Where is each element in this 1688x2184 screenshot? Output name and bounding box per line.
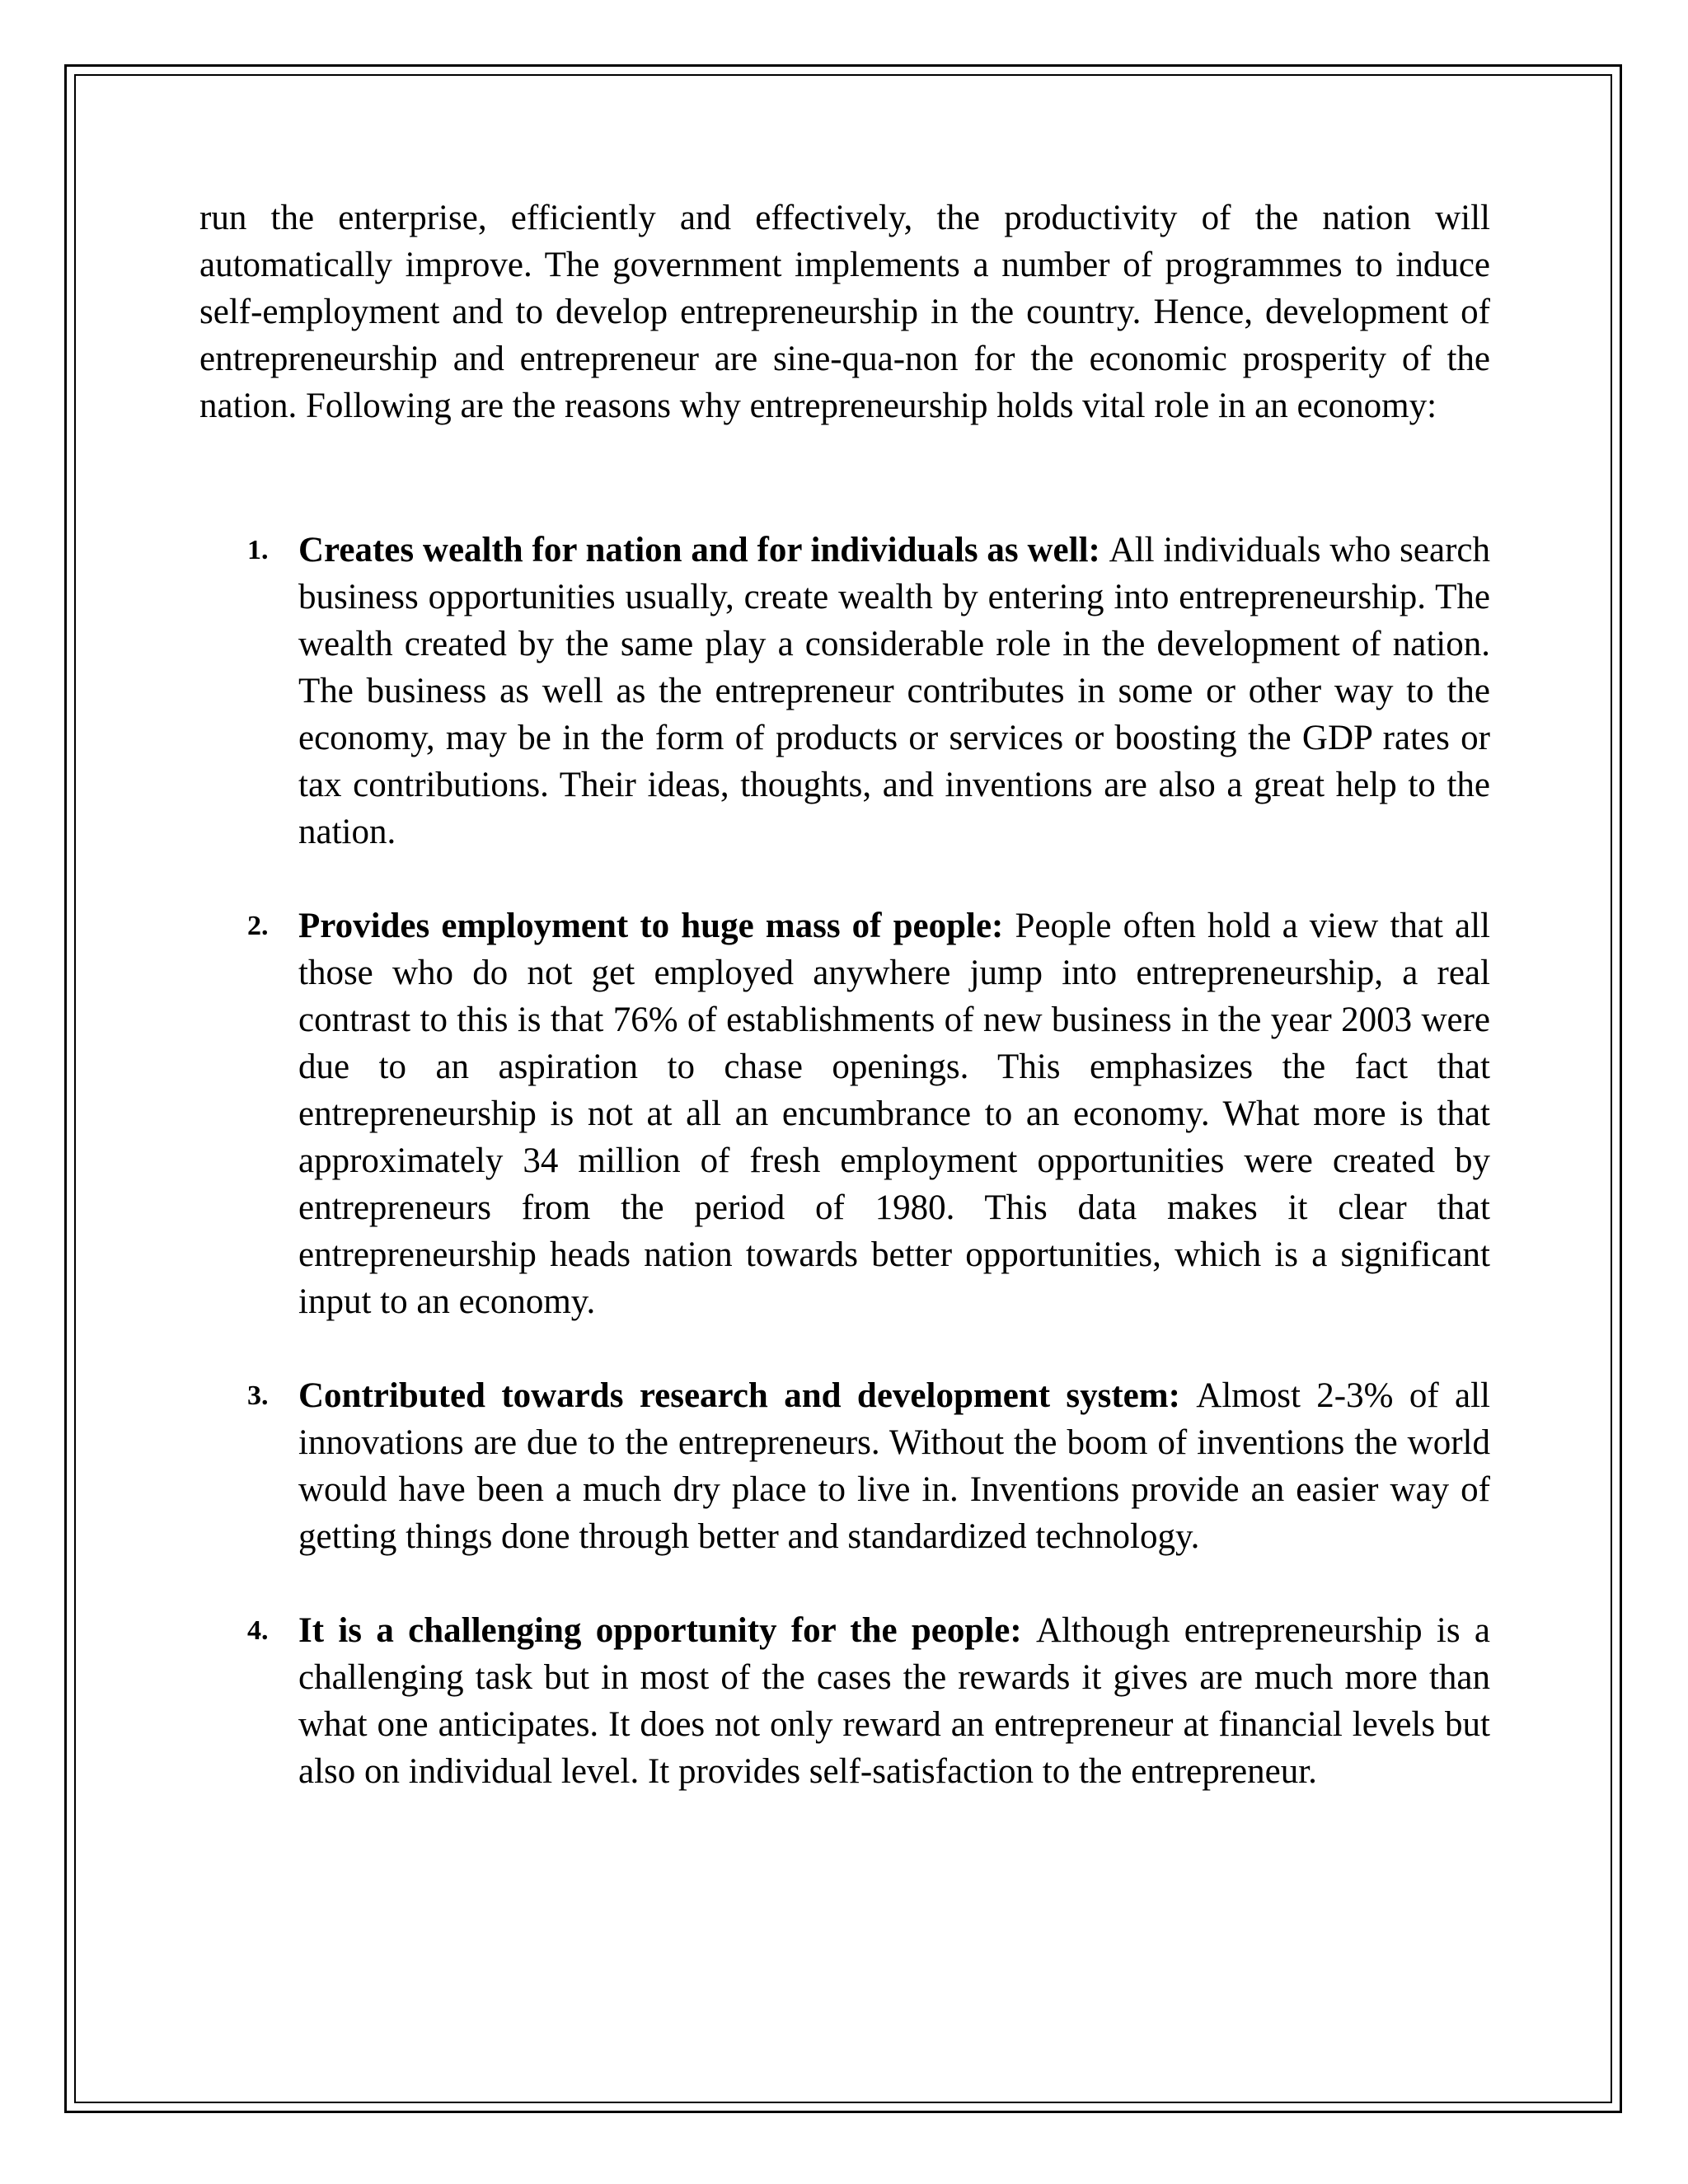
list-item: [199, 1607, 1490, 1795]
list-item-number: 3.: [247, 1380, 269, 1411]
list-item-number: 4.: [247, 1615, 269, 1646]
list-item-number: 1.: [247, 535, 269, 565]
list-item-heading: Provides employment to huge mass of people:: [298, 907, 1015, 945]
list-item-heading: Creates wealth for nation and for individuals as well:: [298, 531, 1109, 569]
document-content: [199, 194, 1490, 1842]
list-item: [199, 527, 1490, 855]
list-item-heading: Contributed towards research and development system:: [298, 1376, 1197, 1415]
list-item-body: Almost 2-3% of all innovations are due to the entrepreneurs. Without the boom of inventions the world would have been a much dry place to live in. Inventions provide an easier way of getting things done through better and standardized technology.: [298, 1376, 1490, 1556]
reasons-list: [199, 527, 1490, 1795]
list-item: [199, 1372, 1490, 1560]
list-item-number: 2.: [247, 911, 269, 941]
list-item-body: All individuals who search business opportunities usually, create wealth by entering into entrepreneurship. The wealth created by the same play a considerable role in the development of nation. The business as well as the entrepreneur contributes in some or other way to the economy, may be in the form of products or services or boosting the GDP rates or tax contributions. Their ideas, thoughts, and inventions are also a great help to the nation.: [298, 531, 1490, 851]
list-item: [199, 902, 1490, 1325]
list-item-body: People often hold a view that all those who do not get employed anywhere jump into entrepreneurship, a real contrast to this is that 76% of establishments of new business in the year 2003 were due to an aspiration to chase openings. This emphasizes the fact that entrepreneurship is not at all an encumbrance to an economy. What more is that approximately 34 million of fresh employment opportunities were created by entrepreneurs from the period of 1980. This data makes it clear that entrepreneurship heads nation towards better opportunities, which is a significant input to an economy.: [298, 907, 1490, 1321]
intro-paragraph: run the enterprise, efficiently and effectively, the productivity of the nation will automatically improve. The government implements a number of programmes to induce self-employment and to develop entrepreneurship in the country. Hence, development of entrepreneurship and entrepreneur are sine-qua-non for the economic prosperity of the nation. Following are the reasons why entrepreneurship holds vital role in an economy:: [199, 199, 1490, 425]
list-item-body: Although entrepreneurship is a challenging task but in most of the cases the rewards it gives are much more than what one anticipates. It does not only reward an entrepreneur at financial levels but also on individual level. It provides self-satisfaction to the entrepreneur.: [298, 1611, 1491, 1791]
list-item-heading: It is a challenging opportunity for the people:: [298, 1611, 1036, 1650]
